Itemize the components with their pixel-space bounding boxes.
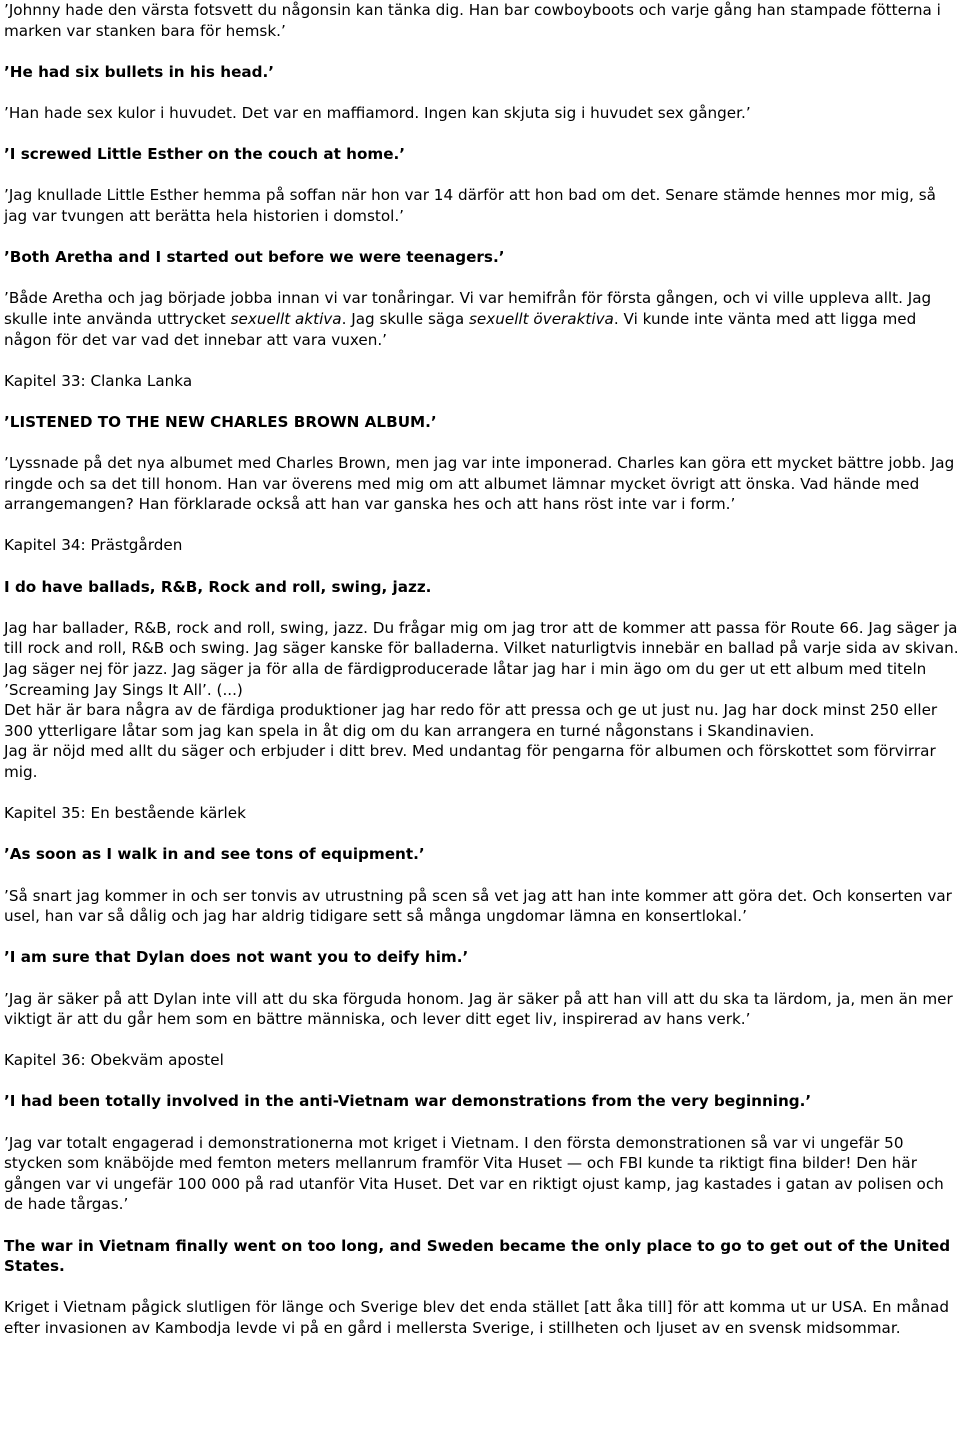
paragraph-gap	[4, 124, 960, 145]
chapter-heading	[4, 1050, 960, 1071]
text-run: ’Så snart jag kommer in och ser tonvis av utrustning på scen så vet jag att han inte kommer att göra det. Och konserten var usel, han var så dålig och jag har aldrig tidigare sett så många ungdomar lämna en konsertlokal.’	[4, 886, 952, 926]
text-run: ’Jag är säker på att Dylan inte vill att du ska förguda honom. Jag är säker på att han vill att du ska ta lärdom, ja, men än mer viktigt är att du går hem som en bättre människa, och lever ditt eget liv, inspirerad av hans verk.’	[4, 989, 953, 1029]
text-run: Kapitel 35: En bestående kärlek	[4, 804, 246, 823]
paragraph-gap	[4, 165, 960, 186]
text-run: ’I had been totally involved in the anti-Vietnam war demonstrations from the very beginning.’	[4, 1092, 812, 1111]
text-run: Jag har ballader, R&B, rock and roll, swing, jazz. Du frågar mig om jag tror att de kommer att passa för Route 66. Jag säger ja till rock and roll, R&B och swing. Jag säger kanske för balladerna. Vilket naturligtvis innebär en ballad på varje sida av skivan. Jag säger nej för jazz. Jag säger ja för alla de färdigproducerade låtar jag har i min ägo om du ger ut ett album med titeln ’Screaming Jay Sings It All’. (...)	[4, 618, 959, 699]
paragraph-gap	[4, 1215, 960, 1236]
text-run: ’Both Aretha and I started out before we were teenagers.’	[4, 248, 505, 267]
text-run: . Jag skulle säga	[341, 309, 469, 328]
text-run: Kriget i Vietnam pågick slutligen för länge och Sverige blev det enda stället [att åka till] för att komma ut ur USA. En månad efter invasionen av Kambodja levde vi på en gård i mellersta Sverige, i stillheten och ljuset av en svensk midsommar.	[4, 1298, 949, 1337]
english-quote	[4, 947, 960, 968]
text-run: ’As soon as I walk in and see tons of equipment.’	[4, 845, 425, 864]
paragraph-gap	[4, 783, 960, 804]
paragraph-gap	[4, 968, 960, 989]
text-run: ’I am sure that Dylan does not want you to deify him.’	[4, 948, 469, 967]
text-run: ’LISTENED TO THE NEW CHARLES BROWN ALBUM.’	[4, 412, 437, 431]
paragraph	[4, 741, 960, 782]
text-run: ’Han hade sex kulor i huvudet. Det var en maffiamord. Ingen kan skjuta sig i huvudet sex gånger.’	[4, 103, 751, 122]
paragraph-gap	[4, 82, 960, 103]
paragraph	[4, 185, 960, 226]
paragraph-gap	[4, 927, 960, 948]
paragraph	[4, 288, 960, 350]
chapter-heading	[4, 803, 960, 824]
paragraph	[4, 0, 960, 41]
text-run: Kapitel 36: Obekväm apostel	[4, 1051, 224, 1070]
text-run: ’Johnny hade den värsta fotsvett du någonsin kan tänka dig. Han bar cowboyboots och varje gång han stampade fötterna i marken var stanken bara för hemsk.’	[4, 1, 941, 40]
text-run: I do have ballads, R&B, Rock and roll, swing, jazz.	[4, 577, 432, 596]
paragraph-gap	[4, 268, 960, 289]
paragraph-gap	[4, 597, 960, 618]
text-run: ’Lyssnade på det nya albumet med Charles Brown, men jag var inte imponerad. Charles kan göra ett mycket bättre jobb. Jag ringde och sa det till honom. Han var överens med mig om att albumet lämnar mycket övrigt att önska. Vad hände med arrangemangen? Han förklarade också att han var ganska hes och att hans röst inte var i form.’	[4, 454, 955, 514]
text-run: ’Både Aretha och jag började jobba innan vi var tonåringar. Vi var hemifrån för första gången, och vi ville uppleva allt. Jag skulle inte använda uttrycket	[4, 289, 932, 328]
paragraph-gap	[4, 1277, 960, 1298]
text-run: ’Jag knullade Little Esther hemma på soffan när hon var 14 därför att hon bad om det. Senare stämde hennes mor mig, så jag var tvungen att berätta hela historien i domstol.’	[4, 186, 936, 225]
paragraph-gap	[4, 1071, 960, 1092]
paragraph-gap	[4, 41, 960, 62]
english-quote	[4, 1091, 960, 1112]
english-quote	[4, 577, 960, 598]
paragraph	[4, 453, 960, 515]
paragraph-gap	[4, 391, 960, 412]
paragraph-gap	[4, 350, 960, 371]
paragraph-gap	[4, 432, 960, 453]
paragraph	[4, 886, 960, 927]
english-quote	[4, 844, 960, 865]
text-run: . Vi kunde inte vänta med att ligga med någon för det var vad det innebar att vara vuxen.’	[4, 309, 917, 349]
text-run: Kapitel 34: Prästgården	[4, 536, 183, 555]
italic-phrase: sexuellt aktiva	[230, 309, 342, 328]
text-run: Jag är nöjd med allt du säger och erbjuder i ditt brev. Med undantag för pengarna för albumen och förskottet som förvirrar mig.	[4, 742, 936, 781]
paragraph	[4, 989, 960, 1030]
text-run: ’He had six bullets in his head.’	[4, 62, 275, 81]
text-run: The war in Vietnam finally went on too long, and Sweden became the only place to go to get out of the United States.	[4, 1236, 951, 1276]
paragraph-gap	[4, 824, 960, 845]
text-run: ’Jag var totalt engagerad i demonstrationerna mot kriget i Vietnam. I den första demonstrationen så var vi ungefär 50 stycken som knäböjde med femton meters mellanrum framför Vita Huset — och FBI kunde ta riktigt fina bilder! Den här gången var vi ungefär 100 000 på rad utanför Vita Huset. Det var en riktigt ojust kamp, jag kastades i gatan av polisen och de hade tårgas.’	[4, 1133, 944, 1214]
text-run: ’I screwed Little Esther on the couch at home.’	[4, 145, 406, 164]
paragraph-gap	[4, 227, 960, 248]
paragraph	[4, 1297, 960, 1338]
paragraph-gap	[4, 515, 960, 536]
text-run: Kapitel 33: Clanka Lanka	[4, 371, 193, 390]
paragraph	[4, 618, 960, 700]
paragraph	[4, 1133, 960, 1215]
english-quote	[4, 62, 960, 83]
chapter-heading	[4, 371, 960, 392]
chapter-heading	[4, 535, 960, 556]
text-run: Det här är bara några av de färdiga produktioner jag har redo för att pressa och ge ut just nu. Jag har dock minst 250 eller 300 ytterligare låtar som jag kan spela in åt dig om du kan arrangera en turné någonstans i Skandinavien.	[4, 701, 938, 740]
english-quote	[4, 144, 960, 165]
paragraph	[4, 103, 960, 124]
paragraph-gap	[4, 556, 960, 577]
english-quote	[4, 412, 960, 433]
english-quote	[4, 1236, 960, 1277]
paragraph-gap	[4, 1030, 960, 1051]
italic-phrase: sexuellt överaktiva	[468, 309, 614, 328]
english-quote	[4, 247, 960, 268]
paragraph-gap	[4, 865, 960, 886]
paragraph-gap	[4, 1112, 960, 1133]
paragraph	[4, 700, 960, 741]
